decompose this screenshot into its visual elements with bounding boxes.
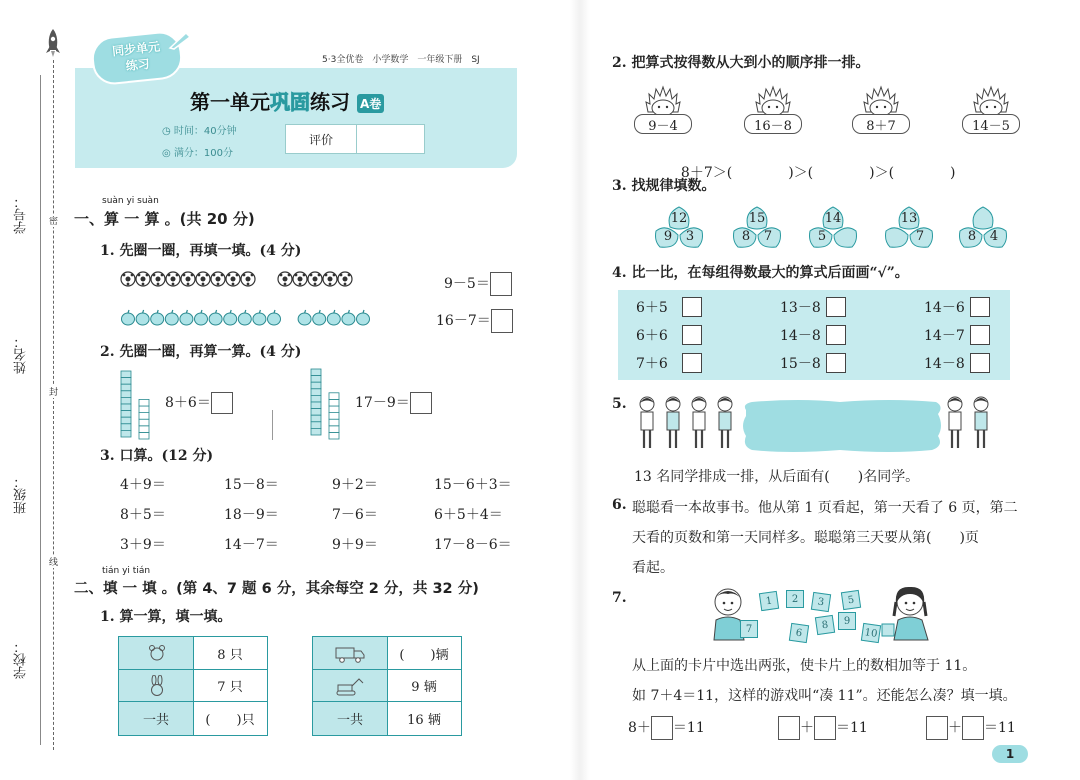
r-q6-line2: 天看的页数和第一天同样多。聪聪第三天要从第( )页 — [632, 530, 979, 546]
animal-table — [118, 636, 268, 736]
time-info — [162, 122, 237, 137]
label-banji: 班级： — [14, 475, 29, 514]
math-item: 15－8＝ — [224, 477, 279, 493]
table-cell: 一共 — [142, 712, 169, 728]
r-q2-title: 2. 把算式按得数从大到小的顺序排一排。 — [612, 55, 870, 71]
apple-icon — [195, 310, 208, 325]
check-box[interactable] — [826, 353, 846, 373]
leaf-icon — [956, 205, 1010, 251]
leaf-left[interactable]: 5 — [817, 229, 827, 244]
r-q7-line1: 从上面的卡片中选出两张，使卡片上的数相加等于 11。 — [632, 658, 977, 674]
math-item: 14－7＝ — [224, 537, 279, 553]
medal-icon: ◎ — [162, 148, 171, 159]
leaf-top[interactable]: 13 — [900, 211, 918, 226]
apple-icon — [253, 310, 266, 325]
hedgehog-icon — [960, 84, 1022, 116]
eq-post: ＝11 — [984, 720, 1016, 736]
hedgehog-card — [742, 84, 804, 136]
eq-17-9: 17－9＝ — [355, 395, 410, 411]
child-figure-icon — [692, 397, 706, 448]
leaf-puzzle — [730, 205, 784, 251]
seal-mi: 密 — [49, 214, 58, 227]
check-box[interactable] — [970, 297, 990, 317]
binding-strip — [0, 0, 75, 780]
hedgehog-card — [632, 84, 694, 136]
compare-expression: 14－7 — [924, 328, 965, 344]
answer-box[interactable] — [410, 392, 432, 414]
cube-stick-ten — [121, 371, 131, 437]
math-item: 7－6＝ — [332, 507, 378, 523]
cloud-shape — [740, 396, 944, 456]
time-text: 时间：40分钟 — [173, 126, 237, 137]
section1-title: 一、算 一 算 。(共 20 分) — [74, 210, 255, 228]
math-row — [120, 504, 520, 534]
apple-icon — [136, 310, 149, 325]
soccer-ball-icon — [338, 272, 352, 286]
check-box[interactable] — [826, 297, 846, 317]
eq-mid: ＋ — [948, 720, 962, 736]
label-xuexiao: 学校： — [14, 640, 29, 679]
mental-math-grid — [120, 474, 520, 564]
math-item: 9＋9＝ — [332, 537, 378, 553]
s1-q2-eq1 — [165, 392, 233, 414]
compare-expression: 6＋6 — [636, 328, 668, 344]
r-q6-num: 6. — [612, 497, 627, 513]
eq-mid: ＋ — [800, 720, 814, 736]
page-number-badge — [992, 745, 1028, 763]
soccer-ball-icon — [196, 272, 210, 286]
apple-icon — [313, 310, 326, 325]
header-badge-text: 同步单元练习 — [111, 39, 161, 74]
answer-box[interactable] — [490, 272, 512, 296]
number-card[interactable]: 2 — [786, 590, 804, 608]
s1-q1-title: 1. 先圈一圈，再填一填。(4 分) — [100, 243, 302, 259]
soccer-ball-icon — [226, 272, 240, 286]
apple-icon — [357, 310, 370, 325]
title-highlight: 巩固 — [270, 90, 310, 114]
check-box[interactable] — [970, 353, 990, 373]
seal-feng: 封 — [49, 385, 58, 398]
girl-illustration — [880, 584, 936, 642]
s1-q1-eq1 — [444, 272, 512, 296]
number-card[interactable]: 1 — [759, 591, 779, 611]
r-q5-num: 5. — [612, 396, 627, 412]
book-info: 5·3全优卷 小学数学 一年级下册 SJ — [322, 55, 480, 65]
compare-item — [924, 353, 990, 373]
math-item: 15－6＋3＝ — [434, 477, 512, 493]
vehicle-table — [312, 636, 462, 736]
evaluation-input[interactable] — [357, 125, 424, 153]
leaf-right[interactable]: 7 — [915, 229, 925, 244]
eq-post: ＝11 — [672, 720, 705, 736]
score-info — [162, 144, 233, 159]
number-card[interactable]: 6 — [789, 623, 809, 643]
leaf-left[interactable]: 8 — [967, 229, 977, 244]
number-card[interactable]: 3 — [811, 592, 831, 612]
soccer-ball-icon — [121, 272, 135, 286]
hedgehog-card — [960, 84, 1022, 136]
pencil-icon — [168, 30, 192, 50]
table-cell[interactable]: ( )只 — [205, 712, 255, 728]
apple-icon — [342, 310, 355, 325]
soccer-ball-icon — [241, 272, 255, 286]
s1-q2-eq2 — [355, 392, 432, 414]
r-q6-line1: 聪聪看一本故事书。他从第 1 页看起，第一天看了 6 页，第二 — [632, 500, 1018, 516]
number-card[interactable]: 7 — [740, 620, 758, 638]
hedgehog-icon — [742, 84, 804, 116]
number-card[interactable]: 8 — [815, 615, 835, 635]
section2-pinyin: tián yi tián — [102, 566, 151, 576]
number-card[interactable]: 9 — [838, 612, 856, 630]
child-figure-icon — [974, 397, 988, 448]
child-figure-icon — [948, 397, 962, 448]
apple-icon — [268, 310, 281, 325]
math-item: 17－8－6＝ — [434, 537, 512, 553]
number-card[interactable]: 5 — [841, 590, 861, 610]
compare-expression: 15－8 — [780, 356, 821, 372]
eq-9-5: 9－5＝ — [444, 276, 490, 292]
compare-item — [924, 297, 990, 317]
math-item: 3＋9＝ — [120, 537, 166, 553]
compare-item — [924, 325, 990, 345]
label-xuehao: 学号： — [14, 195, 29, 234]
leaf-right[interactable]: 3 — [685, 229, 695, 244]
evaluation-box — [285, 124, 425, 154]
leaf-right[interactable]: 7 — [763, 229, 773, 244]
s2-q1-title: 1. 算一算，填一填。 — [100, 609, 232, 625]
check-box[interactable] — [682, 297, 702, 317]
cube-stick-ones — [329, 393, 339, 439]
soccer-balls — [120, 271, 380, 287]
math-row — [120, 474, 520, 504]
leaf-top[interactable]: 12 — [670, 211, 688, 226]
soccer-ball-icon — [293, 272, 307, 286]
cube-stick-ten — [311, 369, 321, 435]
compare-expression: 14－8 — [780, 328, 821, 344]
soccer-ball-icon — [136, 272, 150, 286]
compare-item — [636, 353, 702, 373]
truck-icon — [335, 645, 365, 663]
math-item: 6＋5＋4＝ — [434, 507, 503, 523]
soccer-ball-icon — [278, 272, 292, 286]
soccer-ball-icon — [166, 272, 180, 286]
check-box[interactable] — [682, 353, 702, 373]
child-figure-icon — [718, 397, 732, 448]
soccer-ball-icon — [181, 272, 195, 286]
r-q6-line3: 看起。 — [632, 560, 674, 576]
leaf-puzzle — [882, 205, 936, 251]
soccer-ball-icon — [323, 272, 337, 286]
section1-pinyin: suàn yi suàn — [102, 196, 159, 206]
cube-sticks-a — [120, 370, 152, 440]
apple-icon — [327, 310, 340, 325]
order-start: 8＋7 — [680, 165, 713, 181]
rocket-icon — [44, 28, 62, 58]
leaf-puzzle — [652, 205, 706, 251]
hedgehog-expression: 14－5 — [962, 114, 1020, 134]
answer-box[interactable] — [926, 716, 948, 740]
apple-icon — [224, 310, 237, 325]
check-box[interactable] — [970, 325, 990, 345]
hedgehog-icon — [850, 84, 912, 116]
apple-icon — [122, 310, 135, 325]
answer-box[interactable] — [962, 716, 984, 740]
table-cell[interactable]: ( )辆 — [399, 647, 449, 663]
page-number: 1 — [1005, 747, 1015, 761]
s1-q2-title: 2. 先圈一圈，再算一算。(4 分) — [100, 344, 302, 360]
math-item: 18－9＝ — [224, 507, 279, 523]
hedgehog-expression: 8＋7 — [852, 114, 910, 134]
order-blanks[interactable]: ＞( )＞( )＞( ) — [712, 165, 956, 181]
apple-icon — [151, 310, 164, 325]
table-cell: 7 只 — [217, 679, 243, 695]
r-q7-num: 7. — [612, 590, 627, 606]
answer-box[interactable] — [491, 309, 513, 333]
table-cell: 一共 — [336, 712, 363, 728]
answer-box[interactable] — [778, 716, 800, 740]
leaf-top[interactable]: 14 — [824, 211, 842, 226]
answer-box[interactable] — [814, 716, 836, 740]
child-figure-icon — [640, 397, 654, 448]
compare-item — [780, 325, 846, 345]
hedgehog-card — [850, 84, 912, 136]
eq-post: ＝11 — [836, 720, 868, 736]
r-q7-line2: 如 7＋4＝11，这样的游戏叫“凑 11”。还能怎么凑？填一填。 — [632, 688, 1017, 704]
leaf-puzzle — [806, 205, 860, 251]
math-item: 8＋5＝ — [120, 507, 166, 523]
soccer-ball-icon — [308, 272, 322, 286]
math-item: 4＋9＝ — [120, 477, 166, 493]
compare-expression: 14－8 — [924, 356, 965, 372]
children-group-right — [942, 392, 998, 454]
apple-icon — [298, 310, 311, 325]
title-pre: 第一单元 — [190, 90, 270, 114]
eq-pre: 8＋ — [628, 720, 651, 736]
child-figure-icon — [666, 397, 680, 448]
leaf-left[interactable]: 9 — [663, 229, 673, 244]
excavator-icon — [335, 677, 365, 697]
apple-icon — [180, 310, 193, 325]
eq-16-7: 16－7＝ — [436, 313, 491, 329]
apples — [120, 309, 380, 327]
soccer-ball-icon — [151, 272, 165, 286]
leaf-right[interactable]: 4 — [989, 229, 999, 244]
soccer-ball-icon — [211, 272, 225, 286]
seal-xian: 线 — [49, 555, 58, 568]
binding-solid-line — [40, 75, 41, 745]
r-q7-eq2 — [778, 716, 868, 740]
binding-dashed-line — [53, 60, 54, 750]
hedgehog-expression: 9－4 — [634, 114, 692, 134]
r-q5-text: 13 名同学排成一排，从后面有( )名同学。 — [634, 469, 920, 485]
section2-title: 二、填 一 填 。(第 4、7 题 6 分，其余每空 2 分，共 32 分) — [74, 581, 479, 597]
divider — [272, 410, 273, 440]
r-q4-title: 4. 比一比，在每组得数最大的算式后面画“√”。 — [612, 265, 909, 281]
r-q3-title: 3. 找规律填数。 — [612, 178, 716, 194]
compare-expression: 13－8 — [780, 300, 821, 316]
compare-item — [780, 297, 846, 317]
compare-expression: 6＋5 — [636, 300, 668, 316]
compare-item — [636, 297, 702, 317]
compare-item — [780, 353, 846, 373]
compare-expression: 14－6 — [924, 300, 965, 316]
s1-q3-title: 3. 口算。(12 分) — [100, 448, 214, 464]
leaf-left[interactable]: 8 — [741, 229, 751, 244]
title-post: 练习 — [310, 90, 350, 114]
r-q7-eq1 — [628, 716, 705, 740]
leaf-top[interactable]: 15 — [748, 211, 766, 226]
table-cell: 8 只 — [217, 647, 243, 663]
apple-icon — [238, 310, 251, 325]
page-title — [190, 86, 384, 115]
leaf-puzzle — [956, 205, 1010, 251]
math-row — [120, 534, 520, 564]
apple-icon — [165, 310, 178, 325]
r-q7-eq3 — [926, 716, 1016, 740]
evaluation-label: 评价 — [286, 125, 357, 153]
hedgehog-icon — [632, 84, 694, 116]
apples-row — [120, 309, 380, 331]
answer-box[interactable] — [211, 392, 233, 414]
s1-q1-eq2 — [436, 309, 513, 333]
number-card[interactable]: 10 — [861, 623, 881, 643]
check-box[interactable] — [682, 325, 702, 345]
eq-8-6: 8＋6＝ — [165, 395, 211, 411]
cube-stick-ones — [139, 399, 149, 439]
math-item: 9＋2＝ — [332, 477, 378, 493]
hedgehog-expression: 16－8 — [744, 114, 802, 134]
apple-icon — [209, 310, 222, 325]
title-tag: A卷 — [357, 94, 384, 113]
children-group-left — [634, 392, 742, 454]
page-spine — [570, 0, 590, 780]
check-box[interactable] — [826, 325, 846, 345]
answer-box[interactable] — [651, 716, 673, 740]
table-cell: 9 辆 — [411, 679, 437, 695]
cube-sticks-b — [310, 368, 342, 440]
table-cell: 16 辆 — [407, 712, 441, 728]
compare-item — [636, 325, 702, 345]
balls-row — [120, 271, 380, 291]
bear-icon — [147, 643, 167, 663]
rabbit-icon — [147, 675, 167, 697]
score-text: 满分：100分 — [173, 148, 234, 159]
compare-expression: 7＋6 — [636, 356, 668, 372]
clock-icon: ◷ — [162, 126, 171, 137]
label-xingming: 姓名： — [14, 335, 29, 374]
